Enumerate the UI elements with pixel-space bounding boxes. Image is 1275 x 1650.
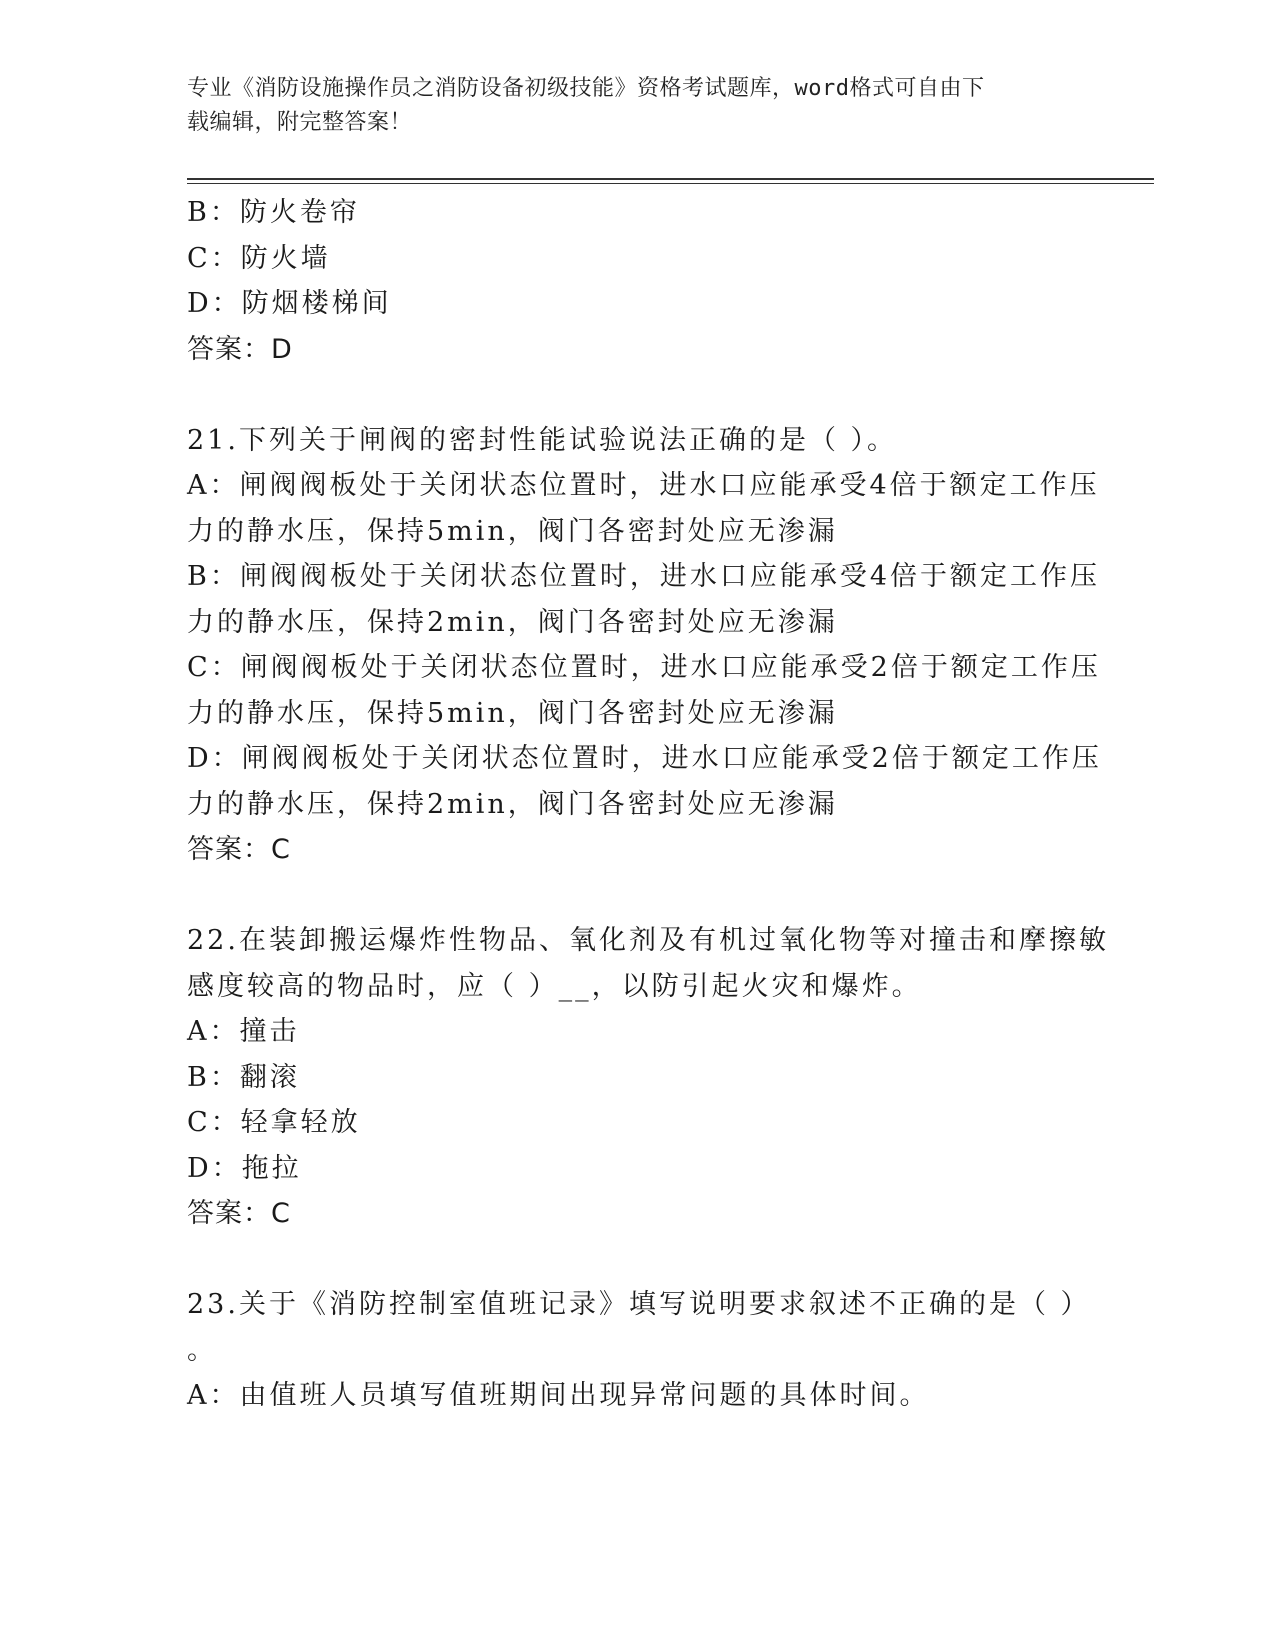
question-23-stem-line-2: 。	[187, 1334, 217, 1366]
question-23-stem-line-1: 23.关于《消防控制室值班记录》填写说明要求叙述不正确的是（ ）	[187, 1289, 1091, 1320]
spacer	[187, 873, 1087, 919]
option-d: D：防烟楼梯间	[187, 288, 392, 319]
option-d-line-1: D：闸阀阀板处于关闭状态位置时，进水口应能承受2倍于额定工作压	[187, 743, 1102, 774]
option-d-line-2: 力的静水压，保持2min，阀门各密封处应无渗漏	[187, 788, 838, 820]
header-line-2: 载编辑，附完整答案！	[187, 110, 413, 135]
option-a-line-1: A：闸阀阀板处于关闭状态位置时，进水口应能承受4倍于额定工作压	[187, 470, 1100, 501]
option-b: B：防火卷帘	[187, 197, 360, 228]
question-21-block	[187, 418, 1102, 873]
option-c: C：轻拿轻放	[187, 1107, 361, 1138]
option-a: A：撞击	[187, 1016, 300, 1047]
option-a: A：由值班人员填写值班期间出现异常问题的具体时间。	[187, 1380, 930, 1411]
answer: 答案：C	[187, 834, 291, 865]
option-a-line-2: 力的静水压，保持5min，阀门各密封处应无渗漏	[187, 515, 838, 547]
question-23-block	[187, 1282, 1091, 1419]
option-c: C：防火墙	[187, 242, 331, 274]
option-b-line-1: B：闸阀阀板处于关闭状态位置时，进水口应能承受4倍于额定工作压	[187, 561, 1101, 592]
question-22-stem-line-1: 22.在装卸搬运爆炸性物品、氧化剂及有机过氧化物等对撞击和摩擦敏	[187, 925, 1109, 956]
prev-question-block	[187, 190, 1087, 372]
option-b-line-2: 力的静水压，保持2min，阀门各密封处应无渗漏	[187, 606, 838, 638]
header-line-1: 专业《消防设施操作员之消防设备初级技能》资格考试题库，word格式可自由下	[187, 76, 985, 101]
document-header	[187, 72, 1067, 140]
option-d: D：拖拉	[187, 1152, 302, 1184]
answer: 答案：C	[187, 1198, 291, 1229]
question-22-block	[187, 918, 1109, 1237]
question-21-stem: 21.下列关于闸阀的密封性能试验说法正确的是（ ）。	[187, 424, 898, 456]
option-c-line-1: C：闸阀阀板处于关闭状态位置时，进水口应能承受2倍于额定工作压	[187, 652, 1101, 683]
option-c-line-2: 力的静水压，保持5min，阀门各密封处应无渗漏	[187, 697, 838, 729]
question-content	[187, 190, 1109, 1419]
header-rule-thin	[187, 183, 1154, 184]
header-rule-thick	[187, 178, 1154, 180]
spacer	[187, 1237, 1087, 1283]
question-22-stem-line-2: 感度较高的物品时，应（ ）__，以防引起火灾和爆炸。	[187, 970, 922, 1002]
option-b: B：翻滚	[187, 1061, 300, 1093]
answer: 答案：D	[187, 333, 293, 365]
spacer	[187, 372, 1087, 418]
